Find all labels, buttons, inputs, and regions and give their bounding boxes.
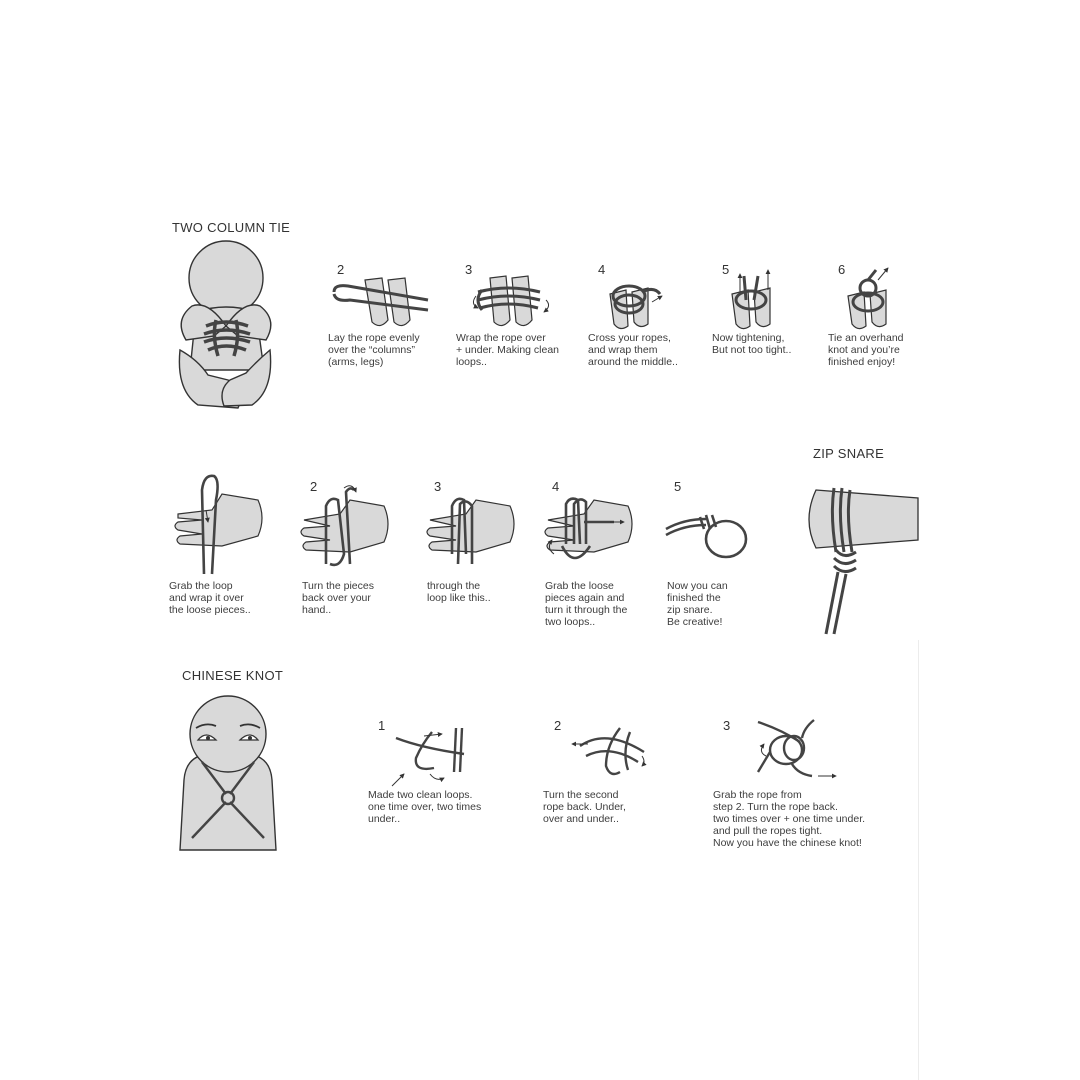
tct-step-4-caption: Cross your ropes, and wrap them around the middle.. (588, 332, 678, 368)
zs-step-1-illustration (172, 470, 264, 575)
chinese-knot-figure-illustration (172, 690, 284, 855)
tct-step-2-number: 2 (337, 262, 345, 277)
tct-step-3-caption: Wrap the rope over + under. Making clean loops.. (456, 332, 560, 368)
zs-step-3-caption: through the loop like this.. (427, 580, 491, 604)
tct-step-3-illustration (468, 270, 558, 332)
ck-step-2-illustration (566, 722, 656, 782)
zs-step-5-illustration (664, 505, 752, 565)
zs-step-2-illustration (300, 484, 392, 574)
zs-step-5-caption: Now you can finished the zip snare. Be creative! (667, 580, 728, 628)
zs-step-2-caption: Turn the pieces back over your hand.. (302, 580, 374, 616)
ck-step-1-number: 1 (378, 718, 386, 733)
zs-step-4-caption: Grab the loose pieces again and turn it through the two loops.. (545, 580, 628, 628)
ck-step-1-caption: Made two clean loops. one time over, two times under.. (368, 789, 482, 825)
tct-step-4-number: 4 (598, 262, 606, 277)
zs-step-2-number: 2 (310, 479, 318, 494)
seated-figure-illustration (168, 240, 283, 415)
zip-snare-final-illustration (798, 476, 920, 636)
tct-step-3-number: 3 (465, 262, 473, 277)
ck-step-2-number: 2 (554, 718, 562, 733)
section-title-two-column-tie: TWO COLUMN TIE (172, 220, 291, 235)
ck-step-3-illustration (752, 714, 844, 786)
ck-step-2-caption: Turn the second rope back. Under, over and under.. (543, 789, 626, 825)
page-edge-divider (918, 640, 919, 1080)
tct-step-6-illustration (844, 264, 904, 332)
zs-step-4-illustration (544, 484, 636, 574)
tct-step-6-caption: Tie an overhand knot and you’re finished enjoy! (828, 332, 904, 368)
tct-step-2-illustration (330, 270, 430, 332)
tct-step-5-caption: Now tightening, But not too tight.. (712, 332, 792, 356)
ck-step-3-caption: Grab the rope from step 2. Turn the rope back. two times over + one time under. and pull the ropes tight. Now you have the chinese knot! (713, 789, 866, 849)
ck-step-3-number: 3 (723, 718, 731, 733)
tct-step-5-illustration (728, 264, 788, 332)
ck-step-1-illustration (372, 724, 482, 790)
zs-step-1-caption: Grab the loop and wrap it over the loose pieces.. (169, 580, 251, 616)
tct-step-2-caption: Lay the rope evenly over the “columns” (arms, legs) (328, 332, 420, 368)
zs-step-4-number: 4 (552, 479, 560, 494)
section-title-zip-snare: ZIP SNARE (813, 446, 885, 461)
zs-step-5-number: 5 (674, 479, 682, 494)
tct-step-5-number: 5 (722, 262, 730, 277)
zs-step-3-illustration (426, 484, 518, 574)
tct-step-4-illustration (602, 272, 672, 332)
section-title-chinese-knot: CHINESE KNOT (182, 668, 284, 683)
tct-step-6-number: 6 (838, 262, 846, 277)
zs-step-3-number: 3 (434, 479, 442, 494)
